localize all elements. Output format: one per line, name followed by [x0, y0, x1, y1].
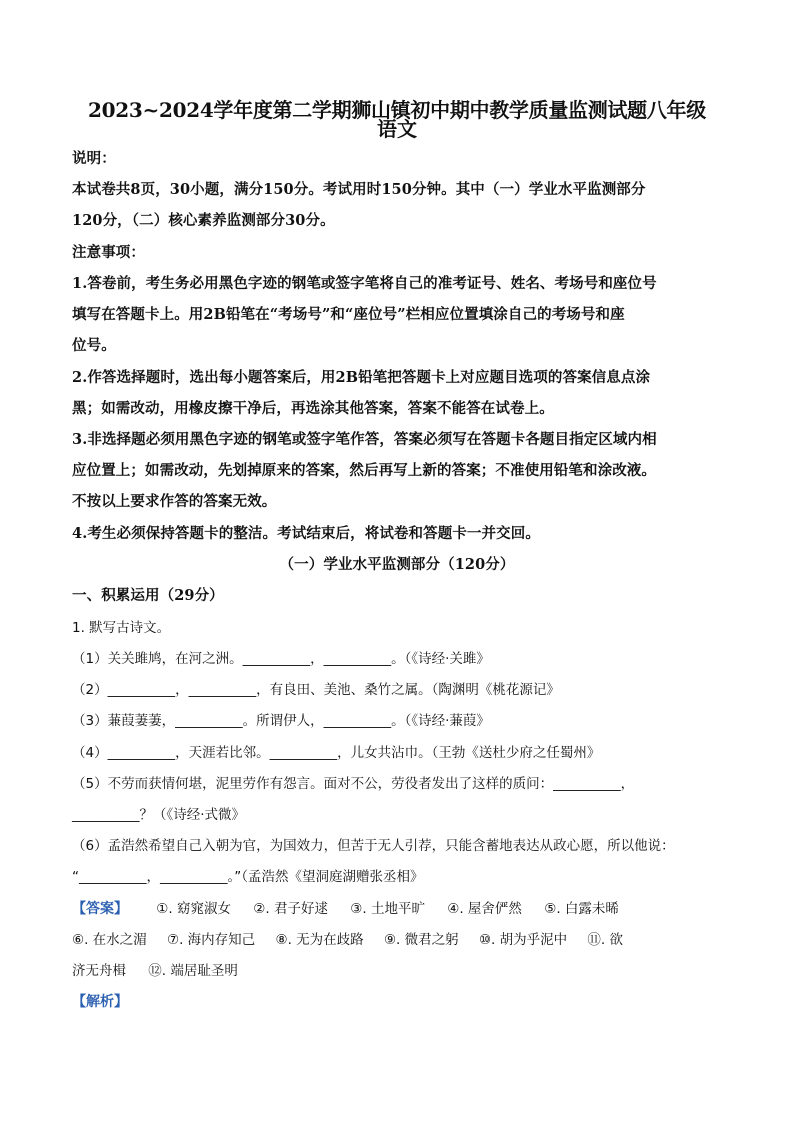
note-line: 2.作答选择题时，选出每小题答案后，用2B铅笔把答题卡上对应题目选项的答案信息点涂	[72, 369, 651, 386]
notes-label: 注意事项：	[72, 244, 145, 261]
answer-item: ⑤. 白露未晞	[544, 901, 619, 917]
note-line: 4.考生必须保持答题卡的整洁。考试结束后，将试卷和答题卡一并交回。	[72, 525, 540, 542]
instructions-line: 120分，（二）核心素养监测部分30分。	[72, 212, 335, 229]
analysis-line	[72, 992, 732, 1012]
answer-item: ⑦. 海内存知己	[166, 932, 256, 948]
answer-item: 济无舟楫	[72, 963, 126, 979]
note-line: 3.非选择题必须用黑色字迹的钢笔或签字笔作答，答案必须写在答题卡各题目指定区域内相	[72, 431, 657, 448]
exam-title: 2023~2024学年度第二学期狮山镇初中期中教学质量监测试题八年级	[88, 98, 706, 122]
subsection-title: 一、积累运用（29分）	[72, 587, 224, 604]
note-line: 位号。	[72, 337, 116, 354]
question-item: “__________，__________。”（孟浩然《望洞庭湖赠张丞相》	[72, 869, 424, 885]
note-line: 填写在答题卡上。用2B铅笔在“考场号”和“座位号”栏相应位置填涂自己的考场号和座	[72, 306, 625, 323]
question-stem: 1. 默写古诗文。	[72, 620, 171, 636]
answer-item: ⑥. 在水之湄	[72, 932, 147, 948]
question-item: （3）蒹葭萋萋，__________。所谓伊人，__________。（《诗经·蒹葭》	[72, 713, 490, 729]
question-item: （4）__________，天涯若比邻。__________，儿女共沾巾。（王勃《送杜少府之任蜀州》	[72, 745, 601, 761]
answer-item: ④. 屋舍俨然	[447, 901, 522, 917]
question-item: （6）孟浩然希望自己入朝为官，为国效力，但苦于无人引荐，只能含蓄地表达从政心愿，所以他说：	[72, 838, 675, 854]
question-item: （1）关关雎鸠，在河之洲。__________，__________。（《诗经·关雎》	[72, 651, 490, 667]
exam-subject: 语文	[377, 117, 417, 141]
instructions-line: 本试卷共8页，30小题，满分150分。考试用时150分钟。其中（一）学业水平监测部分	[72, 181, 646, 198]
note-line: 应位置上；如需改动，先划掉原来的答案，然后再写上新的答案；不准使用铅笔和涂改液。	[72, 462, 656, 479]
answer-label: 【答案】	[72, 901, 128, 917]
part-title: （一）学业水平监测部分（120分）	[279, 556, 515, 573]
question-item: （5）不劳而获情何堪，泥里劳作有怨言。面对不公，劳役者发出了这样的质问：__________，	[72, 776, 635, 792]
answer-line	[72, 930, 732, 950]
answer-item: ⑩. 胡为乎泥中	[478, 932, 568, 948]
note-line: 黑；如需改动，用橡皮擦干净后，再选涂其他答案，答案不能答在试卷上。	[72, 400, 554, 417]
note-line: 不按以上要求作答的答案无效。	[72, 493, 277, 510]
question-item: （2）__________，__________，有良田、美池、桑竹之属。（陶渊明《桃花源记》	[72, 682, 560, 698]
answer-item: ⑨. 微君之躬	[383, 932, 459, 948]
answer-line	[72, 899, 732, 919]
note-line: 1.答卷前，考生务必用黑色字迹的钢笔或签字笔将自己的准考证号、姓名、考场号和座位号	[72, 275, 657, 292]
answer-item: ⑫. 端居耻圣明	[148, 963, 238, 979]
answer-item: ②. 君子好逑	[253, 901, 328, 917]
answer-item: ③. 土地平旷	[350, 901, 425, 917]
answer-item: ①. 窈窕淑女	[156, 901, 231, 917]
analysis-label: 【解析】	[72, 994, 128, 1010]
answer-line	[72, 961, 732, 981]
question-item: __________？（《诗经·式微》	[72, 807, 246, 823]
answer-item: ⑧. 无为在歧路	[275, 932, 364, 948]
answer-item: ⑪. 欲	[587, 932, 624, 948]
instructions-label: 说明：	[72, 150, 116, 167]
